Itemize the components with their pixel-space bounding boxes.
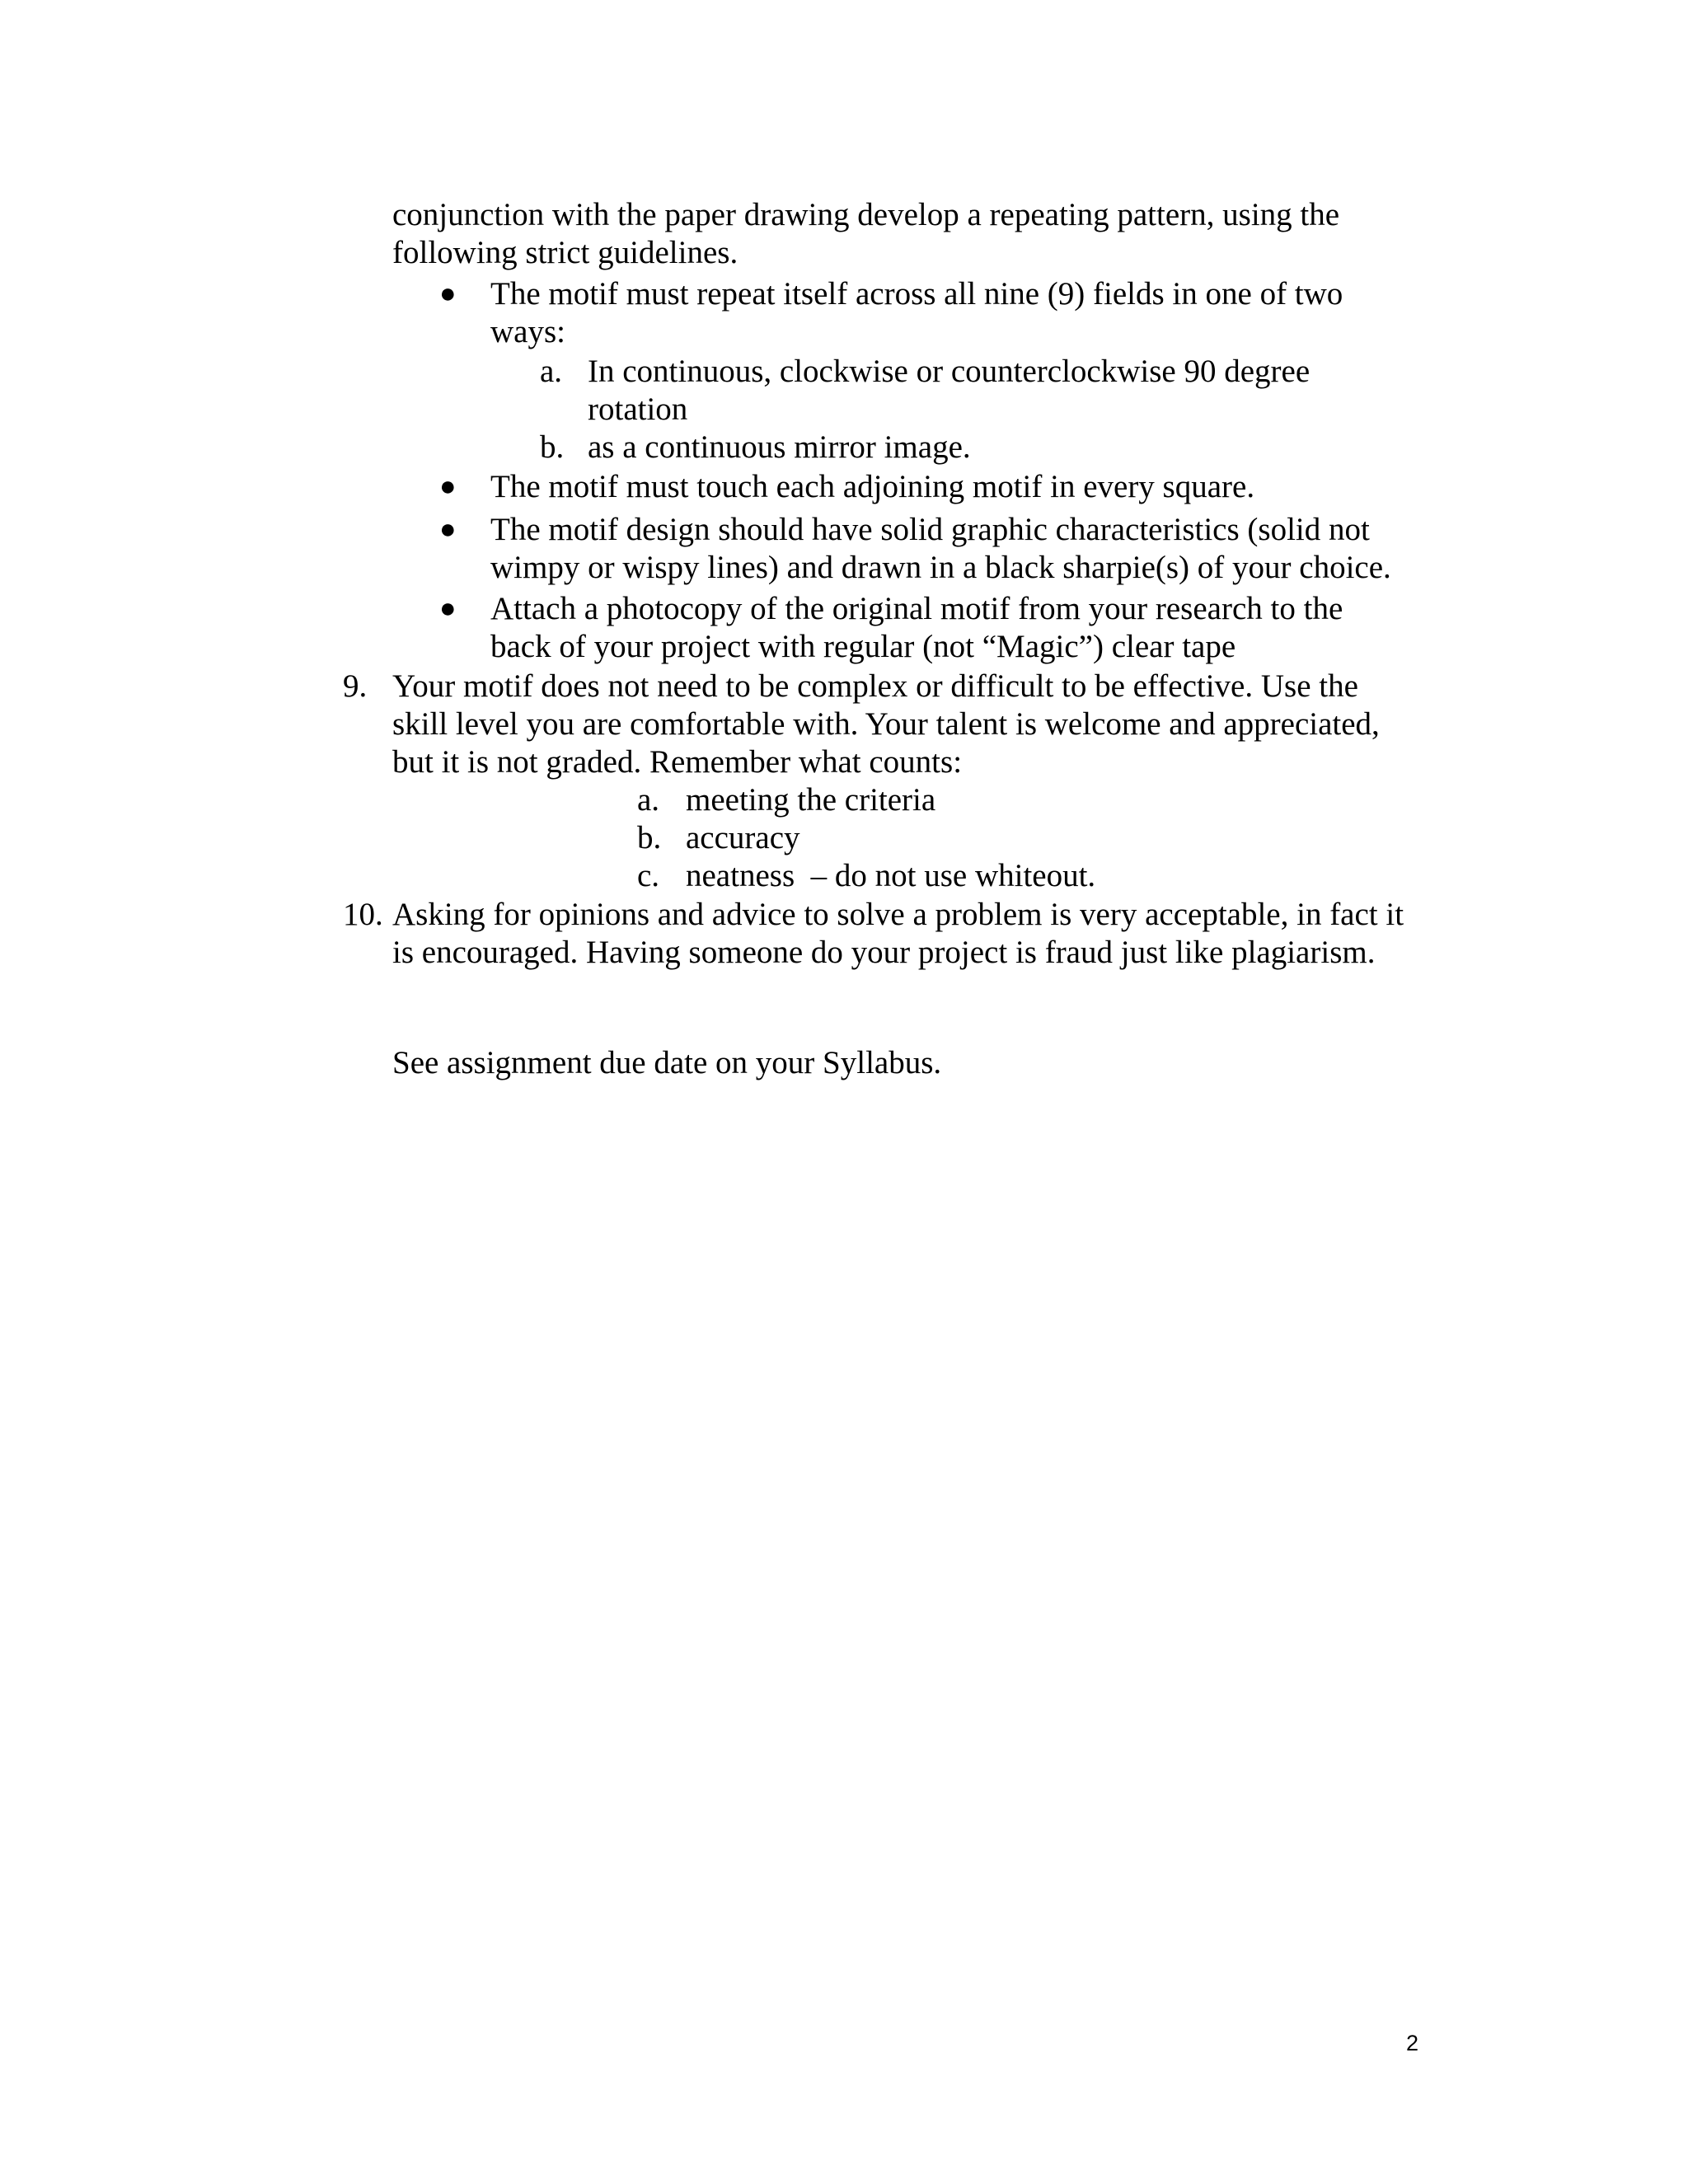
bullet-1-sub-b-line-1: as a continuous mirror image.	[588, 429, 971, 465]
item-9-sub-b: accuracy	[686, 820, 800, 855]
bullet-4-line-2: back of your project with regular (not “Magic”) clear tape	[490, 629, 1236, 664]
due-date-note: See assignment due date on your Syllabus.	[392, 1045, 942, 1080]
page-number: 2	[1406, 2031, 1419, 2055]
sub-marker-a: a.	[540, 354, 563, 389]
item-10-line-1: Asking for opinions and advice to solve a problem is very acceptable, in fact it	[392, 897, 1404, 932]
bullet-1-line-2: ways:	[490, 314, 565, 349]
bullet-icon: ●	[439, 279, 457, 309]
bullet-icon: ●	[439, 514, 457, 545]
sub-marker-c: c.	[637, 858, 660, 893]
item-9-line-2: skill level you are comfortable with. Your talent is welcome and appreciated,	[392, 706, 1380, 742]
bullet-1-sub-a-line-2: rotation	[588, 391, 688, 427]
sub-marker-a: a.	[637, 782, 660, 818]
item-9-line-1: Your motif does not need to be complex or difficult to be effective. Use the	[392, 668, 1358, 704]
bullet-icon: ●	[439, 593, 457, 624]
bullet-3-line-2: wimpy or wispy lines) and drawn in a black sharpie(s) of your choice.	[490, 550, 1391, 585]
item-9-line-3: but it is not graded. Remember what counts:	[392, 744, 963, 780]
bullet-icon: ●	[439, 471, 457, 502]
intro-line-1: conjunction with the paper drawing develop a repeating pattern, using the	[392, 197, 1340, 232]
item-9-sub-c: neatness – do not use whiteout.	[686, 858, 1096, 893]
bullet-1-sub-a-line-1: In continuous, clockwise or counterclockwise 90 degree	[588, 354, 1311, 389]
item-10-line-2: is encouraged. Having someone do your project is fraud just like plagiarism.	[392, 935, 1376, 970]
item-9-sub-a: meeting the criteria	[686, 782, 936, 818]
bullet-4-line-1: Attach a photocopy of the original motif from your research to the	[490, 591, 1343, 626]
sub-marker-b: b.	[637, 820, 662, 855]
list-number-10: 10.	[343, 897, 383, 932]
sub-marker-b: b.	[540, 429, 565, 465]
bullet-3-line-1: The motif design should have solid graphic characteristics (solid not	[490, 512, 1370, 547]
bullet-2-line-1: The motif must touch each adjoining motif in every square.	[490, 469, 1255, 504]
intro-line-2: following strict guidelines.	[392, 235, 738, 270]
bullet-1-line-1: The motif must repeat itself across all nine (9) fields in one of two	[490, 276, 1343, 312]
list-number-9: 9.	[343, 668, 368, 704]
